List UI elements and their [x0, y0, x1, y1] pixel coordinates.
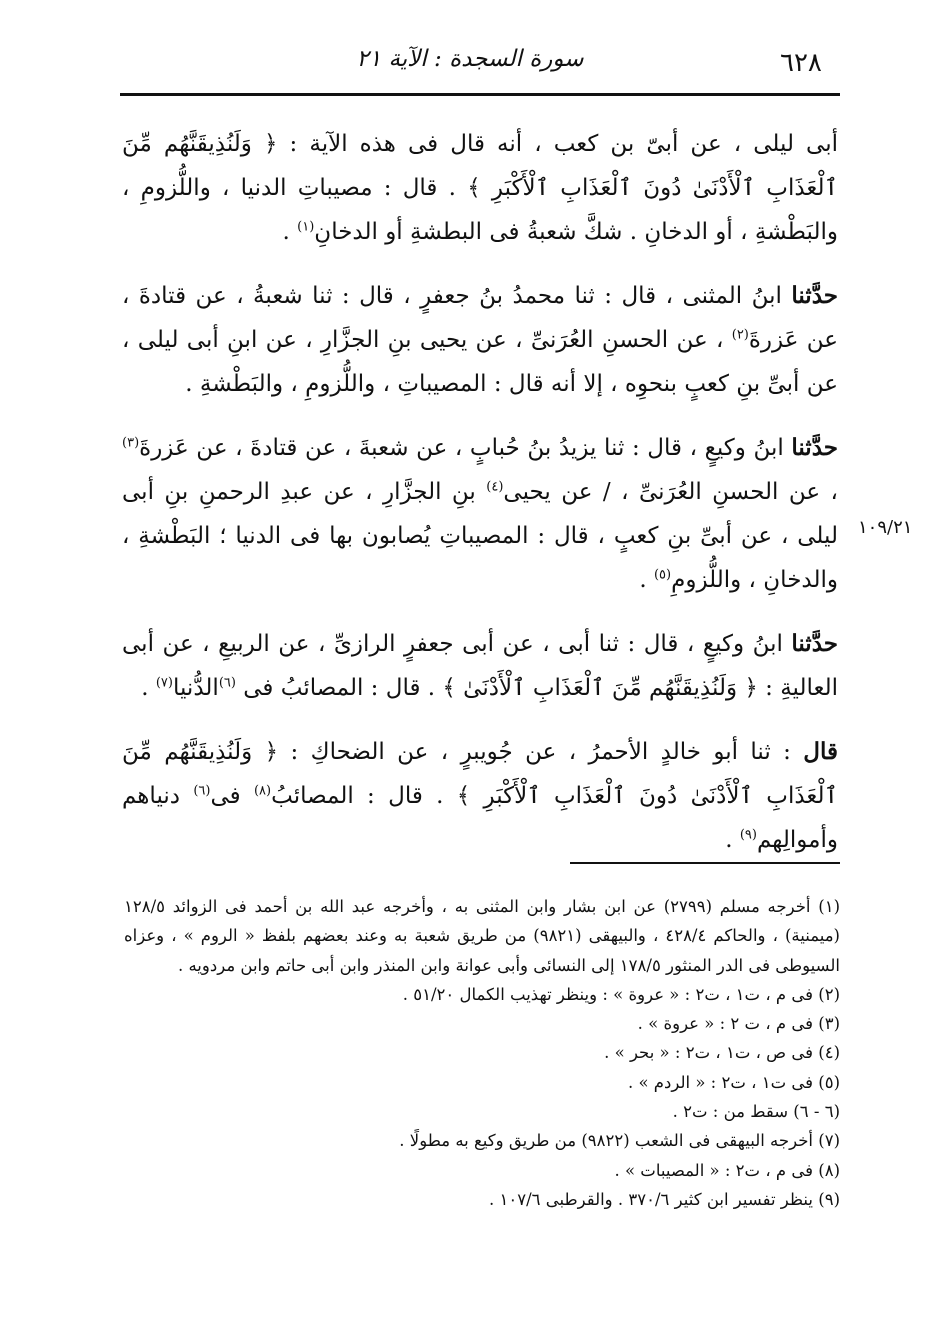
paragraph-text: دنياهم وأموالِهم — [122, 783, 838, 853]
footnote-2: (٢) فى م ، ت١ ، ت٢ : « عروة » : وينظر تهذيب الكمال ٥١/٢٠ . — [402, 984, 840, 1004]
footnote-6: (٦ - ٦) سقط من : ت٢ . — [672, 1102, 840, 1122]
paragraph-text: ، عن الحسنِ العُرَنىِّ ، عن يحيى بنِ الجزَّارِ ، عن ابنِ أبى ليلى ، عن أبىِّ بنِ كعبٍ بنحوِه ، إلا أنه قال : المصيباتِ ، واللُّزومِ ، والبَطْشةِ . — [122, 327, 838, 397]
footnote-marker: (٦) — [193, 783, 211, 799]
paragraph-text: أبى ليلى ، عن أبىّ بن كعب ، أنه قال فى هذه الآية : ﴿ وَلَنُذِيقَنَّهُم مِّنَ ٱلْعَذَابِ ٱلْأَدْنَىٰ دُونَ ٱلْعَذَابِ ٱلْأَكْبَرِ ﴾ . قال : مصيباتِ الدنيا ، واللُّزومِ ، والبَطْشةِ ، أو الدخانِ . شكَّ شعبةُ فى البطشةِ أو الدخانِ — [122, 131, 838, 245]
footnote-marker: (٩) — [739, 827, 757, 843]
narration-lead: قال — [803, 738, 838, 765]
paragraph-text: . — [725, 827, 740, 853]
paragraph-text: الدُّنيا — [172, 675, 219, 701]
footnote-3: (٣) فى م ، ت ٢ : « عروة » . — [637, 1014, 840, 1034]
paragraph-1 — [122, 122, 838, 254]
footnote-4: (٤) فى ص ، ت١ ، ت٢ : « بحر » . — [604, 1043, 840, 1063]
footnotes — [124, 892, 840, 1214]
margin-volume-reference: ١٠٩/٢١ — [858, 517, 913, 538]
footnote-8: (٨) فى م ، ت٢ : « المصيبات » . — [614, 1160, 840, 1180]
footnote-9: (٩) ينظر تفسير ابن كثير ٣٧٠/٦ . والقرطبى ١٠٧/٦ . — [489, 1189, 840, 1209]
narration-lead: حدَّثنا — [791, 434, 838, 461]
paragraph-5 — [122, 730, 838, 862]
footnote-marker: (٤) — [486, 479, 504, 495]
paragraph-text: ابنُ وكيعٍ ، قال : ثنا أبى ، عن أبى جعفرٍ الرازىِّ ، عن الربيعِ ، عن أبى العاليةِ : ﴿ وَلَنُذِيقَنَّهُم مِّنَ ٱلْعَذَابِ ٱلْأَدْنَىٰ ﴾ . قال : المصائبُ فى — [122, 631, 838, 701]
footnote-marker: (٣) — [122, 435, 140, 451]
paragraph-text: ابنُ المثنى ، قال : ثنا محمدُ بنُ جعفرٍ ، قال : ثنا شعبةُ ، عن قتادةَ ، عن عَزرةَ — [122, 283, 838, 353]
main-text — [122, 122, 838, 882]
paragraph-text: . — [639, 567, 654, 593]
footnote-1: (١) أخرجه مسلم (٢٧٩٩) عن ابن بشار وابن المثنى به ، وأخرجه عبد الله بن أحمد فى الزوائد ١٢٨/٥ (ميمنية) ، والحاكم ٤٢٨/٤ ، والبيهقى (٩٨٢١) من طريق شعبة به وعند بعضهم بلفظ « الروم » ، وعزاه السيوطى فى الدر المنثور ١٧٨/٥ إلى النسائى وأبى عوانة وابن المنذر وابن أبى حاتم وابن مردويه . — [124, 897, 840, 975]
header-divider — [120, 93, 840, 96]
narration-lead: حدَّثنا — [791, 630, 838, 657]
paragraph-text: . — [282, 219, 298, 245]
page-number: ٦٢٨ — [780, 48, 822, 78]
footnote-7: (٧) أخرجه البيهقى فى الشعب (٩٨٢٢) من طريق وكيع به مطولًا . — [399, 1131, 840, 1151]
paragraph-3 — [122, 426, 838, 602]
paragraph-text: بنِ الجزَّارِ ، عن عبدِ الرحمنِ بنِ أبى ليلى ، عن أبىِّ بنِ كعبٍ ، قال : المصيباتِ يُصابون بها فى الدنيا ؛ البَطْشةِ ، والدخانِ ، واللُّزومِ — [122, 479, 838, 593]
footnote-marker: (٢) — [731, 327, 749, 343]
footnote-marker: (٧) — [155, 675, 173, 691]
paragraph-text: فى — [210, 783, 254, 809]
footnote-marker: (١) — [297, 219, 315, 235]
paragraph-text: ابنُ وكيعٍ ، قال : ثنا يزيدُ بنُ حُبابٍ ، عن شعبةَ ، عن قتادةَ ، عن عَزرةَ — [139, 435, 792, 461]
running-header-title: سورة السجدة : الآية ٢١ — [356, 46, 584, 72]
narration-lead: حدَّثنا — [791, 282, 838, 309]
paragraph-text: ، عن الحسنِ العُرَنىِّ ، / عن يحيى — [503, 479, 838, 505]
footnote-marker: (٨) — [253, 783, 272, 799]
paragraph-2 — [122, 274, 838, 406]
paragraph-4 — [122, 622, 838, 710]
footnote-divider — [570, 862, 840, 864]
footnote-marker: (٦) — [218, 675, 236, 691]
paragraph-text: : ثنا أبو خالدٍ الأحمرُ ، عن جُويبرٍ ، عن الضحاكِ : ﴿ وَلَنُذِيقَنَّهُم مِّنَ ٱلْعَذَابِ ٱلْأَدْنَىٰ دُونَ ٱلْعَذَابِ ٱلْأَكْبَرِ ﴾ . قال : المصائبُ — [122, 739, 838, 809]
footnote-5: (٥) فى ت١ ، ت٢ : « الردم » . — [627, 1072, 840, 1092]
paragraph-text: . — [141, 675, 156, 701]
footnote-marker: (٥) — [653, 567, 672, 583]
